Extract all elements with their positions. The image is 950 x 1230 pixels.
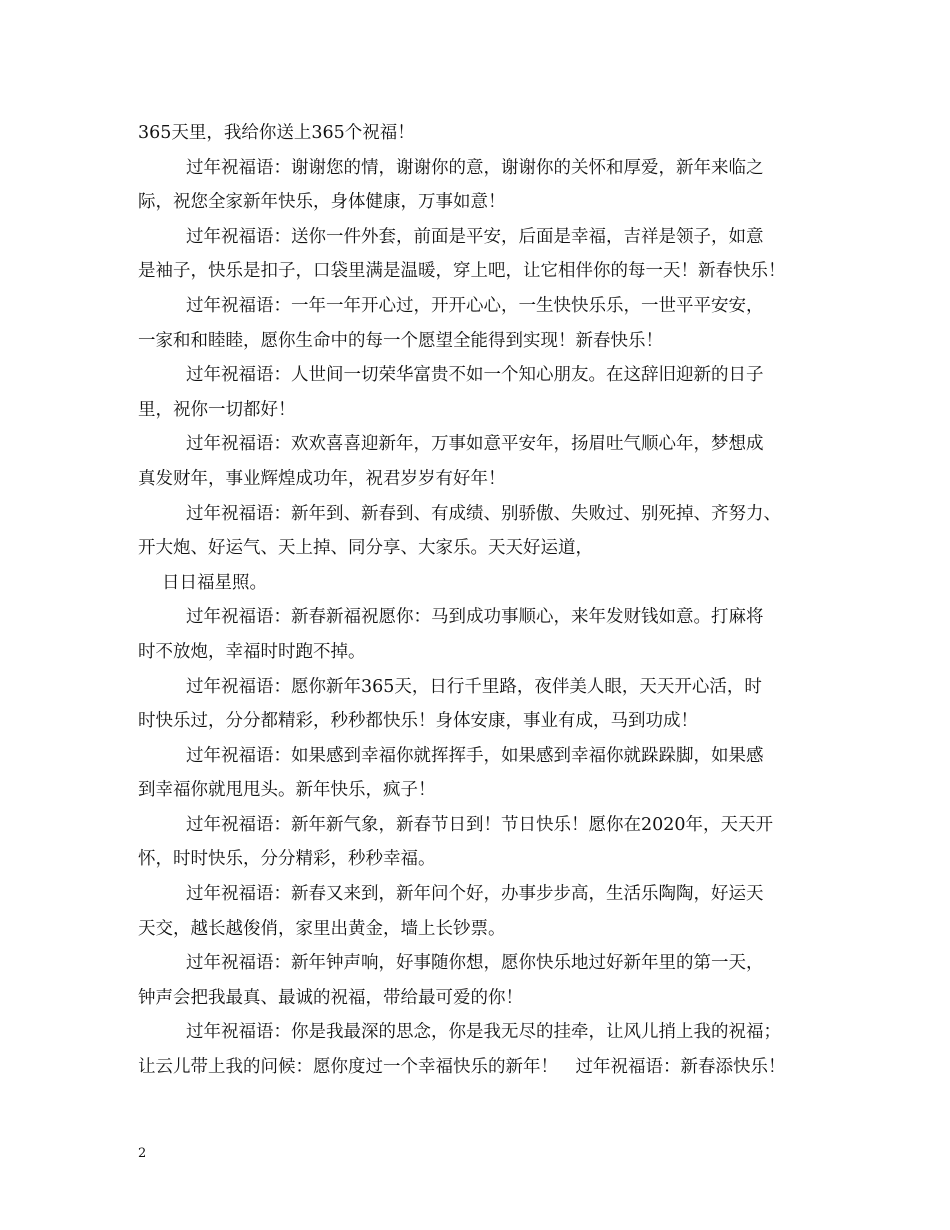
text-line: 过年祝福语：愿你新年365天，日行千里路，夜伴美人眼，天天开心活，时 [186,676,762,697]
text-line: 过年祝福语：欢欢喜喜迎新年，万事如意平安年，扬眉吐气顺心年，梦想成 [186,434,764,455]
text-line: 过年祝福语：一年一年开心过，开开心心，一生快快乐乐，一世平平安安， [186,295,764,316]
text-line: 让云儿带上我的问候：愿你度过一个幸福快乐的新年！ 过年祝福语：新春添快乐！ [138,1057,786,1078]
text-line: 过年祝福语：如果感到幸福你就挥挥手，如果感到幸福你就跺跺脚，如果感 [186,745,764,766]
page-number: 2 [138,1146,147,1161]
text-line: 开大炮、好运气、天上掉、同分享、大家乐。天天好运道， [138,538,593,559]
text-line: 过年祝福语：新春又来到，新年问个好，办事步步高，生活乐陶陶，好运天 [186,884,764,905]
text-line: 过年祝福语：送你一件外套，前面是平安，后面是幸福，吉祥是领子，如意 [186,226,764,247]
text-line: 过年祝福语：新年新气象，新春节日到！节日快乐！愿你在2020年，天天开 [186,814,774,835]
text-line: 过年祝福语：新春新福祝愿你：马到成功事顺心，来年发财钱如意。打麻将 [186,607,764,628]
text-line: 时不放炮，幸福时时跑不掉。 [138,641,366,662]
text-line: 过年祝福语：你是我最深的思念，你是我无尽的挂牵，让风儿捎上我的祝福； [186,1022,781,1043]
text-line: 时快乐过，分分都精彩，秒秒都快乐！身体安康，事业有成，马到功成！ [138,711,698,732]
text-line: 真发财年，事业辉煌成功年，祝君岁岁有好年！ [138,468,506,489]
text-line: 钟声会把我最真、最诚的祝福，带给最可爱的你！ [138,987,523,1008]
text-line: 过年祝福语：新年钟声响，好事随你想，愿你快乐地过好新年里的第一天， [186,953,764,974]
text-line: 过年祝福语：新年到、新春到、有成绩、别骄傲、失败过、别死掉、齐努力、 [186,503,781,524]
text-line: 际，祝您全家新年快乐，身体健康，万事如意！ [138,192,506,213]
text-line: 日日福星照。 [162,572,267,593]
text-line: 天交，越长越俊俏，家里出黄金，墙上长钞票。 [138,918,506,939]
text-line: 过年祝福语：谢谢您的情，谢谢你的意，谢谢你的关怀和厚爱，新年来临之 [186,157,764,178]
text-line: 是袖子，快乐是扣子，口袋里满是温暖，穿上吧，让它相伴你的每一天！新春快乐！ [138,261,786,282]
text-line: 一家和和睦睦，愿你生命中的每一个愿望全能得到实现！新春快乐！ [138,330,663,351]
text-line: 怀，时时快乐，分分精彩，秒秒幸福。 [138,849,436,870]
body-text [138,116,838,1085]
text-line: 到幸福你就甩甩头。新年快乐，疯子！ [138,780,436,801]
text-line: 里，祝你一切都好！ [138,399,296,420]
text-line: 过年祝福语：人世间一切荣华富贵不如一个知心朋友。在这辞旧迎新的日子 [186,365,764,386]
text-line: 365天里，我给你送上365个祝福！ [138,123,415,143]
